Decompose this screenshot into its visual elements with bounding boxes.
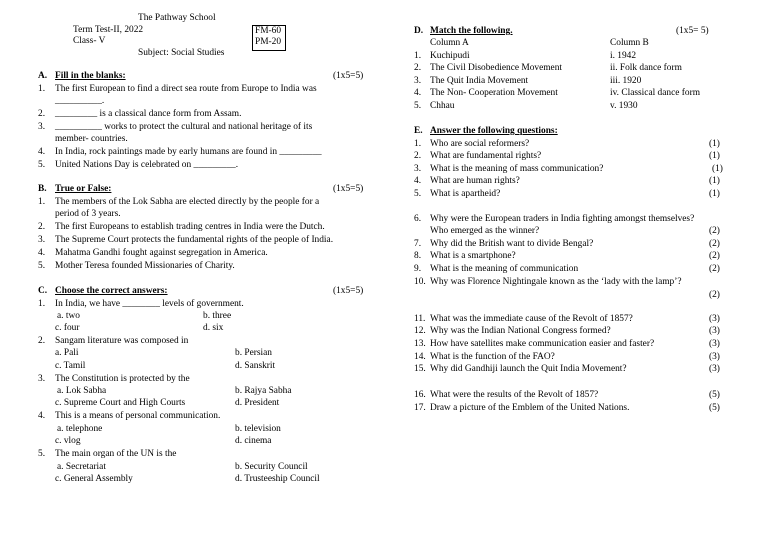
section-d-letter: D.	[414, 26, 424, 36]
e15-marks: (3)	[709, 364, 720, 374]
e15-num: 15.	[414, 364, 426, 374]
e17-marks: (5)	[709, 403, 720, 413]
c5-option-d: d. Trusteeship Council	[235, 474, 320, 484]
d3-num: 3.	[414, 76, 422, 86]
e5-marks: (1)	[709, 189, 720, 199]
e9-marks: (2)	[709, 264, 720, 274]
a1-line1: The first European to find a direct sea route from Europe to India was	[55, 84, 317, 94]
e6-line2: Who emerged as the winner?	[430, 226, 540, 236]
c4-num: 4.	[38, 411, 46, 421]
term-label: Term Test-II, 2022	[73, 25, 144, 35]
b1-line1: The members of the Lok Sabha are elected directly by the people for a	[55, 197, 320, 207]
e11-marks: (3)	[709, 314, 720, 324]
c2-question: Sangam literature was composed in	[55, 336, 189, 346]
d1-col-b: i. 1942	[610, 51, 637, 61]
full-marks: FM-60	[255, 26, 282, 36]
c1-option-a: a. two	[57, 311, 80, 321]
section-a-letter: A.	[38, 71, 48, 81]
c1-option-c: c. four	[55, 323, 80, 333]
e14-marks: (3)	[709, 352, 720, 362]
section-c-letter: C.	[38, 286, 48, 296]
e9-question: What is the meaning of communication	[430, 264, 579, 274]
e3-num: 3.	[414, 164, 422, 174]
e11-question: What was the immediate cause of the Revolt of 1857?	[430, 314, 633, 324]
e16-question: What were the results of the Revolt of 1857?	[430, 390, 599, 400]
c3-option-c: c. Supreme Court and High Courts	[55, 398, 186, 408]
d2-num: 2.	[414, 63, 422, 73]
c1-num: 1.	[38, 299, 46, 309]
b4-num: 4.	[38, 248, 46, 258]
a3-line2: member- countries.	[55, 134, 128, 144]
e3-marks: (1)	[712, 164, 723, 174]
c3-option-a: a. Lok Sabha	[57, 386, 107, 396]
column-a-header: Column A	[430, 38, 469, 48]
e1-num: 1.	[414, 139, 422, 149]
c4-option-b: b. television	[235, 424, 281, 434]
e7-num: 7.	[414, 239, 422, 249]
e9-num: 9.	[414, 264, 422, 274]
e12-num: 12.	[414, 326, 426, 336]
c3-option-d: d. President	[235, 398, 280, 408]
e14-question: What is the function of the FAO?	[430, 352, 555, 362]
section-e-letter: E.	[414, 126, 423, 136]
subject-label: Subject: Social Studies	[138, 48, 225, 58]
b3-num: 3.	[38, 235, 46, 245]
b5-line1: Mother Teresa founded Missionaries of Charity.	[55, 261, 235, 271]
c5-num: 5.	[38, 449, 46, 459]
c3-question: The Constitution is protected by the	[55, 374, 190, 384]
c4-question: This is a means of personal communication.	[55, 411, 221, 421]
pass-marks: PM-20	[255, 37, 282, 47]
e8-question: What is a smartphone?	[430, 251, 516, 261]
a4-num: 4.	[38, 147, 46, 157]
e2-marks: (1)	[709, 151, 720, 161]
d1-num: 1.	[414, 51, 422, 61]
c4-option-c: c. vlog	[55, 436, 81, 446]
c5-option-b: b. Security Council	[235, 462, 308, 472]
b5-num: 5.	[38, 261, 46, 271]
d4-col-a: The Non- Cooperation Movement	[430, 88, 558, 98]
e14-num: 14.	[414, 352, 426, 362]
d3-col-b: iii. 1920	[610, 76, 642, 86]
e7-question: Why did the British want to divide Bengal?	[430, 239, 594, 249]
section-b-title: True or False:	[55, 184, 112, 194]
b2-line1: The first Europeans to establish trading centres in India were the Dutch.	[55, 222, 325, 232]
e13-marks: (3)	[709, 339, 720, 349]
class-label: Class- V	[73, 36, 106, 46]
c2-option-c: c. Tamil	[55, 361, 86, 371]
e6-num: 6.	[414, 214, 422, 224]
c2-option-a: a. Pali	[55, 348, 79, 358]
e13-question: How have satellites make communication easier and faster?	[430, 339, 655, 349]
section-b-marks: (1x5=5)	[333, 184, 364, 194]
section-a-title: Fill in the blanks:	[55, 71, 126, 81]
c2-num: 2.	[38, 336, 46, 346]
c3-num: 3.	[38, 374, 46, 384]
e4-marks: (1)	[709, 176, 720, 186]
d2-col-b: ii. Folk dance form	[610, 63, 682, 73]
c2-option-b: b. Persian	[235, 348, 272, 358]
a1-line2: __________.	[55, 96, 105, 106]
e17-num: 17.	[414, 403, 426, 413]
e2-question: What are fundamental rights?	[430, 151, 542, 161]
e11-num: 11.	[414, 314, 426, 324]
c4-option-a: a. telephone	[57, 424, 103, 434]
e8-marks: (2)	[709, 251, 720, 261]
e2-num: 2.	[414, 151, 422, 161]
section-a-marks: (1x5=5)	[333, 71, 364, 81]
section-d-marks: (1x5= 5)	[676, 26, 709, 36]
e5-question: What is apartheid?	[430, 189, 501, 199]
d5-col-b: v. 1930	[610, 101, 638, 111]
e10-marks: (2)	[709, 290, 720, 300]
e7-marks: (2)	[709, 239, 720, 249]
a5-num: 5.	[38, 160, 46, 170]
b1-line2: period of 3 years.	[55, 209, 121, 219]
c2-option-d: d. Sanskrit	[235, 361, 276, 371]
d4-num: 4.	[414, 88, 422, 98]
d5-num: 5.	[414, 101, 422, 111]
e3-question: What is the meaning of mass communication?	[430, 164, 604, 174]
a5-line1: United Nations Day is celebrated on _________.	[55, 160, 239, 170]
c1-question: In India, we have ________ levels of government.	[55, 299, 244, 309]
c4-option-d: d. cinema	[235, 436, 272, 446]
section-b-letter: B.	[38, 184, 47, 194]
section-c-marks: (1x5=5)	[333, 286, 364, 296]
e17-question: Draw a picture of the Emblem of the United Nations.	[430, 403, 630, 413]
e10-num: 10.	[414, 277, 426, 287]
e1-question: Who are social reformers?	[430, 139, 530, 149]
b4-line1: Mahatma Gandhi fought against segregation in America.	[55, 248, 268, 258]
section-d-title: Match the following.	[430, 26, 513, 36]
e16-num: 16.	[414, 390, 426, 400]
b2-num: 2.	[38, 222, 46, 232]
e5-num: 5.	[414, 189, 422, 199]
c1-option-d: d. six	[203, 323, 224, 333]
e8-num: 8.	[414, 251, 422, 261]
d2-col-a: The Civil Disobedience Movement	[430, 63, 563, 73]
e12-marks: (3)	[709, 326, 720, 336]
b1-num: 1.	[38, 197, 46, 207]
e1-marks: (1)	[709, 139, 720, 149]
a4-line1: In India, rock paintings made by early humans are found in _________	[55, 147, 322, 157]
c1-option-b: b. three	[203, 311, 232, 321]
c5-option-c: c. General Assembly	[55, 474, 133, 484]
column-b-header: Column B	[610, 38, 649, 48]
e4-num: 4.	[414, 176, 422, 186]
e13-num: 13.	[414, 339, 426, 349]
e6-marks: (2)	[709, 226, 720, 236]
section-e-title: Answer the following questions:	[430, 126, 558, 136]
e10-question: Why was Florence Nightingale known as the ‘lady with the lamp’?	[430, 277, 682, 287]
a3-line1: __________ works to protect the cultural and national heritage of its	[55, 122, 313, 132]
c5-question: The main organ of the UN is the	[55, 449, 177, 459]
e4-question: What are human rights?	[430, 176, 520, 186]
e16-marks: (5)	[709, 390, 720, 400]
section-c-title: Choose the correct answers:	[55, 286, 168, 296]
e15-question: Why did Gandhiji launch the Quit India Movement?	[430, 364, 627, 374]
e12-question: Why was the Indian National Congress formed?	[430, 326, 611, 336]
e6-line1: Why were the European traders in India fighting amongst themselves?	[430, 214, 695, 224]
b3-line1: The Supreme Court protects the fundamental rights of the people of India.	[55, 235, 334, 245]
a2-line1: _________ is a classical dance form from Assam.	[55, 109, 242, 119]
a1-num: 1.	[38, 84, 46, 94]
a2-num: 2.	[38, 109, 46, 119]
d1-col-a: Kuchipudi	[430, 51, 470, 61]
c3-option-b: b. Rajya Sabha	[235, 386, 292, 396]
d4-col-b: iv. Classical dance form	[610, 88, 700, 98]
school-name: The Pathway School	[138, 13, 216, 23]
d5-col-a: Chhau	[430, 101, 455, 111]
d3-col-a: The Quit India Movement	[430, 76, 529, 86]
a3-num: 3.	[38, 122, 46, 132]
c5-option-a: a. Secretariat	[57, 462, 106, 472]
